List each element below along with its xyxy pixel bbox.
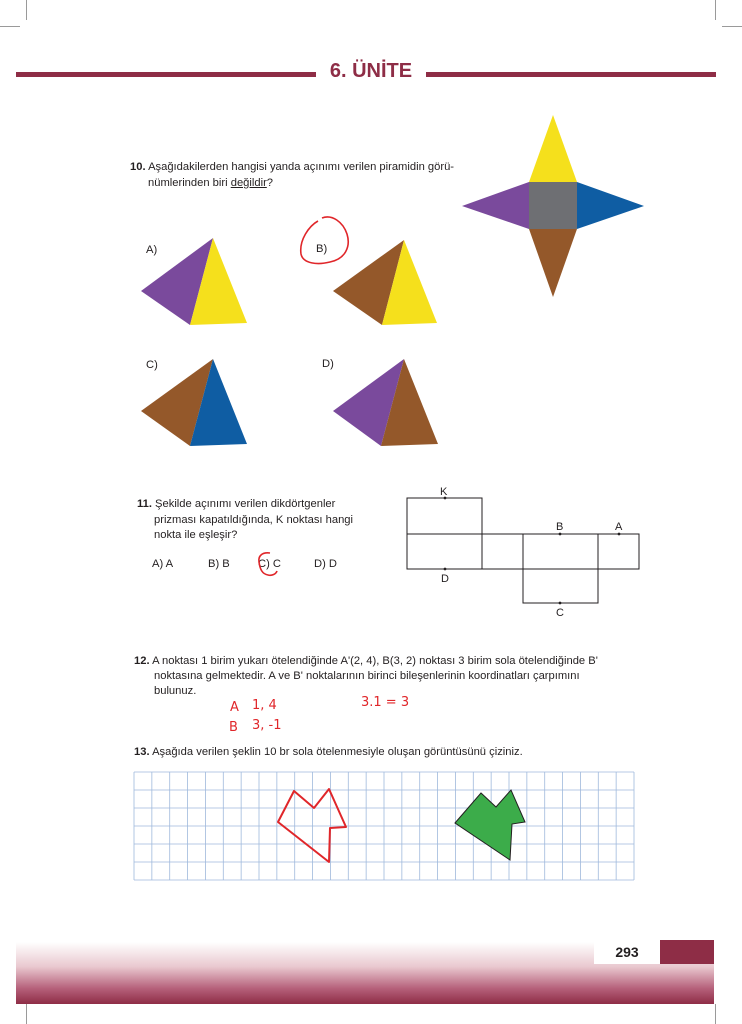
q10-underlined-word: değildir (230, 177, 267, 189)
unit-title: 6. ÜNİTE (329, 60, 413, 82)
q10-text-line2: nümlerinden biri değildir? (148, 177, 274, 189)
q11-line3: nokta ile eşleşir? (154, 529, 238, 541)
q12-number: 12. (134, 655, 150, 667)
q12-line3: bulunuz. (154, 685, 197, 697)
handwritten-a-value: 1, 4 (252, 698, 277, 713)
given-green-shape (455, 790, 525, 860)
q13-text: 13. Aşağıda verilen şeklin 10 br sola ötelenmesiyle oluşan görüntüsünü çiziniz. (134, 746, 523, 758)
handwritten-a-label: A (230, 700, 239, 715)
q11-option-a[interactable]: A) A (152, 558, 174, 570)
q11-option-d[interactable]: D) D (314, 558, 337, 570)
q11-line1: 11. Şekilde açınımı verilen dikdörtgenler (137, 498, 336, 510)
net-label-c: C (556, 607, 564, 619)
handwritten-b-value: 3, -1 (252, 718, 282, 733)
page-number: 293 (594, 940, 660, 964)
q10-option-c-label[interactable]: C) (146, 359, 158, 371)
q11-option-b[interactable]: B) B (208, 558, 230, 570)
q13-number: 13. (134, 746, 150, 758)
q10-option-a-label[interactable]: A) (146, 244, 158, 256)
q12-line1: 12. A noktası 1 birim yukarı ötelendiğinde A'(2, 4), B(3, 2) noktası 3 birim sola ötelendiğinde B' (134, 655, 598, 667)
net-label-b: B (556, 521, 564, 533)
net-label-d: D (441, 573, 449, 585)
page-tab (660, 940, 714, 964)
q11-option-c[interactable]: C) C (258, 558, 281, 570)
q11-line2: prizması kapatıldığında, K noktası hangi (154, 514, 354, 526)
handwritten-product: 3.1 = 3 (361, 695, 410, 710)
handwritten-b-label: B (229, 720, 238, 735)
q10-option-d-label[interactable]: D) (322, 358, 334, 370)
q10-number: 10. (130, 161, 146, 173)
net-label-a: A (615, 521, 623, 533)
net-label-k: K (440, 486, 448, 498)
handwritten-translated-shape (278, 789, 346, 862)
q10-line1: Aşağıdakilerden hangisi yanda açınımı verilen piramidin görü- (148, 161, 455, 173)
q10-option-b-label[interactable]: B) (316, 243, 328, 255)
q12-line2: noktasına gelmektedir. A ve B' noktalarının birinci bileşenlerinin koordinatları çarpımını (154, 670, 580, 682)
q11-number: 11. (137, 498, 152, 510)
